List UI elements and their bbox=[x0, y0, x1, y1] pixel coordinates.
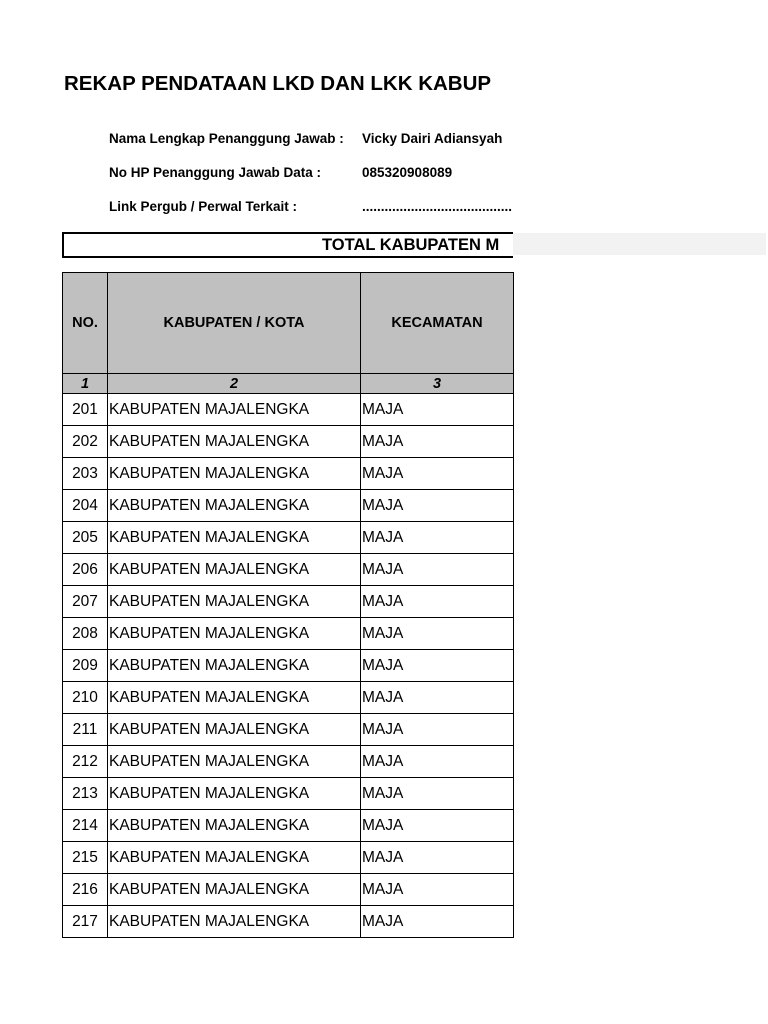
regulation-link-value: ........................................ bbox=[362, 199, 513, 214]
table-row bbox=[63, 682, 514, 714]
cell-district: MAJA bbox=[361, 778, 514, 810]
cell-no: 207 bbox=[63, 586, 108, 618]
cell-district: MAJA bbox=[361, 490, 514, 522]
header-row bbox=[63, 273, 514, 374]
header-district: KECAMATAN bbox=[361, 273, 514, 374]
table-row bbox=[63, 458, 514, 490]
cell-no: 206 bbox=[63, 554, 108, 586]
cell-no: 216 bbox=[63, 874, 108, 906]
cell-regency: KABUPATEN MAJALENGKA bbox=[108, 426, 361, 458]
table-row bbox=[63, 746, 514, 778]
cell-district: MAJA bbox=[361, 682, 514, 714]
table-row bbox=[63, 490, 514, 522]
cell-regency: KABUPATEN MAJALENGKA bbox=[108, 778, 361, 810]
header-regency: KABUPATEN / KOTA bbox=[108, 273, 361, 374]
table-row bbox=[63, 778, 514, 810]
cell-regency: KABUPATEN MAJALENGKA bbox=[108, 618, 361, 650]
responsible-phone-value: 085320908089 bbox=[362, 165, 453, 180]
column-number: 1 bbox=[63, 374, 108, 394]
cell-no: 211 bbox=[63, 714, 108, 746]
cell-regency: KABUPATEN MAJALENGKA bbox=[108, 906, 361, 938]
cell-district: MAJA bbox=[361, 874, 514, 906]
cell-no: 203 bbox=[63, 458, 108, 490]
responsible-phone-label: No HP Penanggung Jawab Data : bbox=[109, 165, 322, 180]
data-table bbox=[62, 272, 514, 938]
cell-district: MAJA bbox=[361, 522, 514, 554]
table-row bbox=[63, 554, 514, 586]
cell-district: MAJA bbox=[361, 618, 514, 650]
header-no: NO. bbox=[63, 273, 108, 374]
table-row bbox=[63, 522, 514, 554]
table-row bbox=[63, 810, 514, 842]
column-number: 2 bbox=[108, 374, 361, 394]
cell-regency: KABUPATEN MAJALENGKA bbox=[108, 554, 361, 586]
table-row bbox=[63, 586, 514, 618]
cell-district: MAJA bbox=[361, 458, 514, 490]
cell-regency: KABUPATEN MAJALENGKA bbox=[108, 746, 361, 778]
cell-no: 214 bbox=[63, 810, 108, 842]
cell-no: 215 bbox=[63, 842, 108, 874]
cell-regency: KABUPATEN MAJALENGKA bbox=[108, 874, 361, 906]
page-title: REKAP PENDATAAN LKD DAN LKK KABUP bbox=[64, 72, 492, 95]
regulation-link-label: Link Pergub / Perwal Terkait : bbox=[109, 199, 298, 214]
cell-district: MAJA bbox=[361, 554, 514, 586]
total-banner-extension bbox=[513, 233, 766, 255]
table-row bbox=[63, 714, 514, 746]
table-row bbox=[63, 618, 514, 650]
cell-no: 213 bbox=[63, 778, 108, 810]
cell-no: 217 bbox=[63, 906, 108, 938]
table-row bbox=[63, 394, 514, 426]
cell-district: MAJA bbox=[361, 426, 514, 458]
cell-no: 208 bbox=[63, 618, 108, 650]
cell-no: 205 bbox=[63, 522, 108, 554]
cell-no: 202 bbox=[63, 426, 108, 458]
cell-regency: KABUPATEN MAJALENGKA bbox=[108, 650, 361, 682]
cell-regency: KABUPATEN MAJALENGKA bbox=[108, 810, 361, 842]
cell-district: MAJA bbox=[361, 714, 514, 746]
table-row bbox=[63, 842, 514, 874]
cell-district: MAJA bbox=[361, 906, 514, 938]
cell-regency: KABUPATEN MAJALENGKA bbox=[108, 394, 361, 426]
total-label: TOTAL KABUPATEN M bbox=[322, 236, 500, 254]
cell-district: MAJA bbox=[361, 842, 514, 874]
cell-no: 209 bbox=[63, 650, 108, 682]
cell-district: MAJA bbox=[361, 650, 514, 682]
responsible-name-label: Nama Lengkap Penanggung Jawab : bbox=[109, 131, 344, 146]
cell-regency: KABUPATEN MAJALENGKA bbox=[108, 714, 361, 746]
cell-no: 201 bbox=[63, 394, 108, 426]
table-row bbox=[63, 426, 514, 458]
cell-regency: KABUPATEN MAJALENGKA bbox=[108, 842, 361, 874]
cell-no: 212 bbox=[63, 746, 108, 778]
cell-regency: KABUPATEN MAJALENGKA bbox=[108, 490, 361, 522]
table-row bbox=[63, 650, 514, 682]
column-number-row bbox=[63, 374, 514, 394]
cell-regency: KABUPATEN MAJALENGKA bbox=[108, 458, 361, 490]
total-banner bbox=[62, 232, 513, 258]
cell-no: 210 bbox=[63, 682, 108, 714]
cell-regency: KABUPATEN MAJALENGKA bbox=[108, 682, 361, 714]
table-row bbox=[63, 906, 514, 938]
cell-regency: KABUPATEN MAJALENGKA bbox=[108, 522, 361, 554]
responsible-name-value: Vicky Dairi Adiansyah bbox=[362, 131, 503, 146]
cell-district: MAJA bbox=[361, 394, 514, 426]
cell-district: MAJA bbox=[361, 746, 514, 778]
cell-regency: KABUPATEN MAJALENGKA bbox=[108, 586, 361, 618]
cell-no: 204 bbox=[63, 490, 108, 522]
table-row bbox=[63, 874, 514, 906]
column-number: 3 bbox=[361, 374, 514, 394]
cell-district: MAJA bbox=[361, 810, 514, 842]
cell-district: MAJA bbox=[361, 586, 514, 618]
